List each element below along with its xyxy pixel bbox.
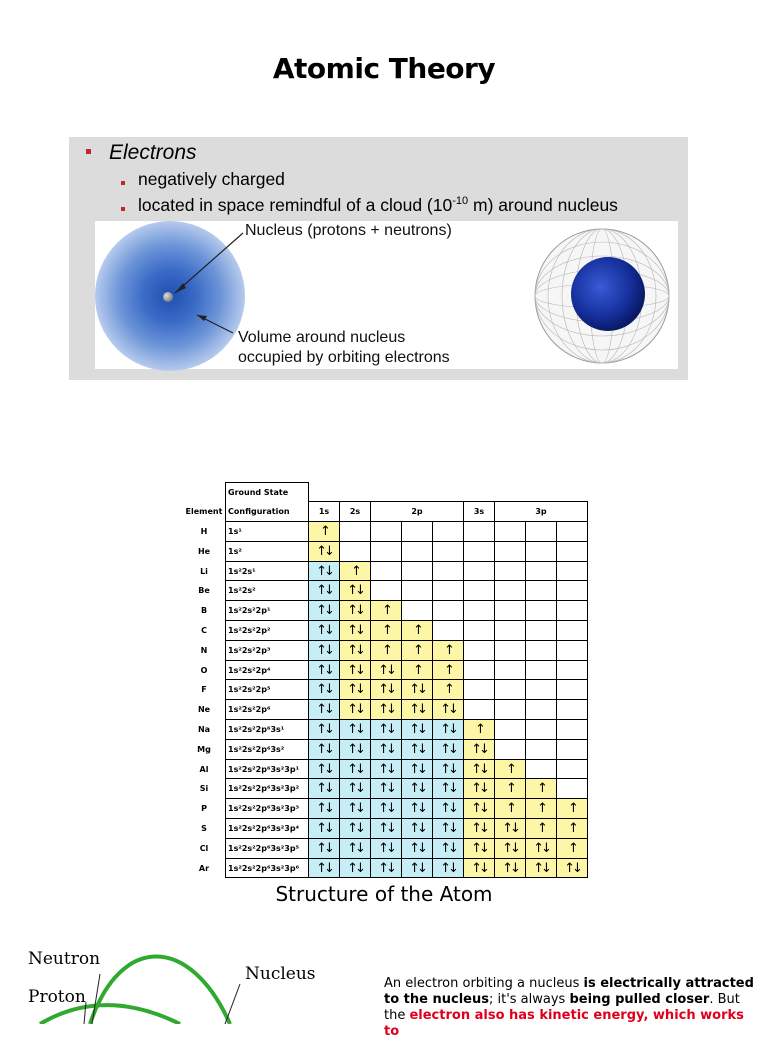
- orbital-cell: [464, 541, 495, 561]
- orbital-cell: [557, 541, 588, 561]
- table-row: [183, 640, 588, 660]
- orbital-cell: ↑↓: [309, 541, 340, 561]
- orbital-cell: [464, 700, 495, 720]
- configuration-cell: 1s²2s²2p⁵: [226, 680, 309, 700]
- orbital-cell: ↑↓: [371, 759, 402, 779]
- orbital-cell: ↑: [464, 720, 495, 740]
- orbital-cell: ↑↓: [371, 819, 402, 839]
- orbital-cell: [402, 601, 433, 621]
- orbital-cell: ↑↓: [464, 838, 495, 858]
- element-symbol: P: [201, 804, 207, 814]
- orbital-cell: ↑↓: [402, 759, 433, 779]
- orbital-cell: ↑↓: [464, 799, 495, 819]
- table-row: [183, 819, 588, 839]
- orbital-cell: ↑↓: [340, 819, 371, 839]
- orbital-cell: [402, 522, 433, 542]
- orbital-cell: ↑: [371, 640, 402, 660]
- orbital-cell: ↑↓: [371, 838, 402, 858]
- configuration-cell: 1s²2s²2p⁶: [226, 700, 309, 720]
- orbital-cell: ↑↓: [433, 739, 464, 759]
- element-symbol: Be: [198, 586, 210, 596]
- bullet-negatively-charged: negatively charged: [138, 169, 285, 189]
- orbital-cell: ↑↓: [340, 759, 371, 779]
- orbital-cell: [557, 660, 588, 680]
- configuration-cell: 1s²2s²2p⁶3s²3p³: [226, 799, 309, 819]
- orbital-cell: [526, 759, 557, 779]
- orbital-cell: ↑↓: [309, 799, 340, 819]
- orbital-cell: ↑↓: [309, 680, 340, 700]
- configuration-cell: 1s²2s²2p⁶3s²3p⁵: [226, 838, 309, 858]
- orbital-cell: [557, 759, 588, 779]
- table-row: [183, 720, 588, 740]
- configuration-cell: 1s²: [226, 541, 309, 561]
- table-row: [183, 779, 588, 799]
- orbital-cell: ↑↓: [371, 680, 402, 700]
- orbital-cell: [433, 601, 464, 621]
- orbital-cell: [433, 621, 464, 641]
- orbital-cell: ↑↓: [402, 700, 433, 720]
- orbital-cell: ↑↓: [309, 601, 340, 621]
- table-row: [183, 700, 588, 720]
- orbital-cell: [340, 522, 371, 542]
- orbital-cell: [402, 561, 433, 581]
- orbital-cell: [526, 541, 557, 561]
- orbital-cell: ↑↓: [464, 739, 495, 759]
- orbital-cell: ↑: [495, 799, 526, 819]
- orbital-cell: [464, 581, 495, 601]
- orbital-cell: ↑↓: [402, 819, 433, 839]
- orbital-cell: ↑↓: [433, 799, 464, 819]
- configuration-cell: 1s²2s²2p⁶3s²3p⁶: [226, 858, 309, 878]
- orbital-cell: ↑↓: [433, 838, 464, 858]
- orbital-cell: ↑↓: [309, 819, 340, 839]
- orbital-cell: ↑: [557, 819, 588, 839]
- orbital-cell: [402, 581, 433, 601]
- orbital-cell: ↑↓: [402, 739, 433, 759]
- orbital-cell: [526, 621, 557, 641]
- orbital-cell: [495, 660, 526, 680]
- configuration-cell: 1s²2s²2p⁶3s²: [226, 739, 309, 759]
- orbital-cell: ↑↓: [309, 779, 340, 799]
- orbital-cell: [557, 522, 588, 542]
- volume-label-line1: Volume around nucleus: [238, 329, 406, 346]
- orbital-cell: [557, 680, 588, 700]
- orbital-header-2p: 2p: [371, 502, 464, 522]
- table-row: [183, 541, 588, 561]
- element-symbol: Ar: [198, 863, 210, 873]
- orbital-cell: ↑↓: [402, 799, 433, 819]
- orbital-cell: ↑: [433, 640, 464, 660]
- orbital-cell: ↑↓: [340, 660, 371, 680]
- orbital-cell: ↑↓: [464, 819, 495, 839]
- orbital-cell: ↑↓: [371, 700, 402, 720]
- orbital-cell: ↑: [495, 779, 526, 799]
- orbital-cell: ↑↓: [433, 819, 464, 839]
- orbital-cell: ↑↓: [464, 858, 495, 878]
- configuration-cell: 1s²2s²2p⁶3s²3p⁴: [226, 819, 309, 839]
- orbital-cell: [340, 541, 371, 561]
- orbital-cell: [557, 621, 588, 641]
- table-row: [183, 739, 588, 759]
- orbital-cell: [495, 541, 526, 561]
- table-row: [183, 858, 588, 878]
- slide-heading: Electrons: [109, 141, 197, 164]
- orbital-cell: ↑: [557, 838, 588, 858]
- element-symbol: Mg: [197, 744, 211, 754]
- orbital-cell: ↑↓: [526, 838, 557, 858]
- element-symbol: Ne: [197, 705, 211, 715]
- orbital-cell: ↑↓: [526, 858, 557, 878]
- orbital-cell: ↑↓: [402, 858, 433, 878]
- orbital-cell: ↑↓: [309, 561, 340, 581]
- orbital-cell: [557, 739, 588, 759]
- element-symbol: O: [200, 665, 208, 675]
- orbital-cell: ↑↓: [309, 759, 340, 779]
- orbital-cell: ↑↓: [309, 581, 340, 601]
- page-title: Atomic Theory: [272, 52, 496, 85]
- element-symbol: He: [197, 546, 211, 556]
- orbital-cell: ↑↓: [495, 819, 526, 839]
- configuration-cell: 1s²2s²2p⁶3s¹: [226, 720, 309, 740]
- element-symbol: Na: [197, 724, 211, 734]
- configuration-cell: 1s¹: [226, 522, 309, 542]
- orbital-cell: ↑: [526, 799, 557, 819]
- atom-illustration: [95, 221, 678, 369]
- orbital-cell: ↑↓: [309, 621, 340, 641]
- wireframe-atom-icon: [532, 226, 672, 366]
- orbital-cell: ↑↓: [309, 700, 340, 720]
- element-symbol: Al: [199, 764, 209, 774]
- orbital-cell: [371, 561, 402, 581]
- orbital-cell: ↑↓: [371, 779, 402, 799]
- orbital-cell: [526, 720, 557, 740]
- bullet-marker: [86, 149, 91, 154]
- nucleus-label: Nucleus (protons + neutrons): [245, 222, 452, 239]
- orbital-cell: ↑↓: [433, 720, 464, 740]
- bullet-cloud: located in space remindful of a cloud ($10^{-10}$ m) around nucleus: [138, 195, 618, 215]
- orbital-cell: [557, 601, 588, 621]
- orbital-cell: [464, 522, 495, 542]
- orbital-cell: ↑↓: [340, 838, 371, 858]
- orbital-cell: ↑↓: [340, 739, 371, 759]
- orbital-cell: [433, 541, 464, 561]
- figure-caption: Structure of the Atom: [275, 882, 493, 906]
- orbital-cell: ↑: [526, 779, 557, 799]
- element-symbol: H: [200, 526, 208, 536]
- configuration-cell: 1s²2s²2p⁴: [226, 660, 309, 680]
- orbital-cell: [495, 640, 526, 660]
- orbital-cell: ↑↓: [557, 858, 588, 878]
- table-header-configuration: Configuration: [226, 502, 309, 522]
- element-symbol: B: [200, 606, 208, 616]
- orbital-cell: [464, 680, 495, 700]
- orbital-cell: ↑↓: [464, 779, 495, 799]
- orbital-header-1s: 1s: [309, 502, 340, 522]
- orbital-cell: ↑↓: [433, 779, 464, 799]
- table-row: [183, 838, 588, 858]
- orbital-cell: [526, 680, 557, 700]
- orbital-cell: ↑↓: [340, 621, 371, 641]
- orbital-cell: ↑↓: [371, 739, 402, 759]
- orbital-cell: [526, 660, 557, 680]
- orbital-cell: [464, 621, 495, 641]
- orbital-cell: ↑↓: [371, 660, 402, 680]
- orbital-cell: ↑↓: [371, 858, 402, 878]
- configuration-cell: 1s²2s²2p⁶3s²3p¹: [226, 759, 309, 779]
- orbital-cell: [557, 720, 588, 740]
- orbital-cell: ↑↓: [371, 720, 402, 740]
- orbital-cell: ↑: [371, 621, 402, 641]
- table-header-element: Element: [185, 507, 223, 517]
- configuration-cell: 1s²2s²2p⁶3s²3p²: [226, 779, 309, 799]
- table-row: [183, 621, 588, 641]
- orbital-cell: ↑↓: [340, 601, 371, 621]
- orbital-cell: [433, 581, 464, 601]
- table-row: [183, 799, 588, 819]
- orbital-cell: ↑↓: [340, 680, 371, 700]
- proton-label: Proton: [28, 987, 86, 1007]
- orbital-cell: [557, 700, 588, 720]
- configuration-cell: 1s²2s²2p³: [226, 640, 309, 660]
- orbital-cell: [526, 561, 557, 581]
- element-symbol: Cl: [199, 843, 209, 853]
- table-row: [183, 601, 588, 621]
- orbital-cell: [557, 581, 588, 601]
- orbital-cell: [464, 660, 495, 680]
- orbital-cell: [557, 779, 588, 799]
- table-header-ground-state: Ground State: [226, 483, 309, 502]
- orbital-cell: ↑↓: [340, 581, 371, 601]
- orbital-cell: [371, 541, 402, 561]
- orbital-cell: ↑↓: [402, 838, 433, 858]
- orbital-cell: [495, 581, 526, 601]
- orbital-cell: [526, 601, 557, 621]
- orbital-cell: ↑: [433, 660, 464, 680]
- orbital-cell: ↑: [402, 621, 433, 641]
- orbital-cell: ↑↓: [433, 700, 464, 720]
- element-symbol: Li: [200, 566, 208, 576]
- element-symbol: S: [201, 823, 207, 833]
- element-symbol: N: [200, 645, 208, 655]
- orbital-cell: [495, 601, 526, 621]
- orbital-cell: ↑↓: [309, 858, 340, 878]
- orbital-cell: ↑↓: [495, 858, 526, 878]
- orbital-cell: ↑↓: [402, 779, 433, 799]
- orbital-cell: [495, 720, 526, 740]
- orbital-cell: ↑↓: [309, 838, 340, 858]
- configuration-cell: 1s²2s²2p¹: [226, 601, 309, 621]
- bullet-marker: [121, 181, 125, 185]
- orbital-cell: [557, 561, 588, 581]
- element-symbol: Si: [199, 784, 209, 794]
- orbital-cell: [526, 739, 557, 759]
- orbital-cell: ↑: [526, 819, 557, 839]
- table-header-blank: [183, 483, 226, 502]
- orbital-cell: [464, 561, 495, 581]
- orbital-cell: [402, 541, 433, 561]
- element-symbol: C: [201, 625, 207, 635]
- table-row: [183, 581, 588, 601]
- orbital-cell: [371, 581, 402, 601]
- orbital-cell: [464, 640, 495, 660]
- neutron-label: Neutron: [28, 949, 101, 969]
- orbital-cell: ↑↓: [433, 858, 464, 878]
- bullet-marker: [121, 207, 125, 211]
- orbital-cell: [495, 739, 526, 759]
- orbital-cell: [495, 680, 526, 700]
- configuration-cell: 1s²2s²: [226, 581, 309, 601]
- orbital-cell: [526, 700, 557, 720]
- orbital-cell: ↑↓: [402, 680, 433, 700]
- orbital-cell: ↑: [402, 660, 433, 680]
- orbital-cell: ↑: [433, 680, 464, 700]
- orbital-cell: ↑↓: [464, 759, 495, 779]
- orbital-cell: ↑↓: [309, 739, 340, 759]
- orbital-cell: [495, 561, 526, 581]
- orbital-cell: [371, 522, 402, 542]
- orbital-cell: ↑↓: [309, 640, 340, 660]
- table-row: [183, 660, 588, 680]
- configuration-cell: 1s²2s¹: [226, 561, 309, 581]
- orbital-header-2s: 2s: [340, 502, 371, 522]
- orbital-cell: [526, 640, 557, 660]
- element-symbol: F: [201, 685, 207, 695]
- orbital-cell: ↑↓: [433, 759, 464, 779]
- electron-configuration-table: [183, 482, 588, 878]
- orbital-cell: ↑: [309, 522, 340, 542]
- orbital-cell: ↑↓: [495, 838, 526, 858]
- orbital-cell: ↑↓: [340, 779, 371, 799]
- orbital-cell: [495, 700, 526, 720]
- orbital-cell: ↑↓: [309, 720, 340, 740]
- orbital-cell: [433, 561, 464, 581]
- orbital-cell: ↑↓: [340, 720, 371, 740]
- orbital-cell: [526, 581, 557, 601]
- orbital-cell: ↑↓: [402, 720, 433, 740]
- table-row: [183, 680, 588, 700]
- orbital-cell: [464, 601, 495, 621]
- orbital-cell: [526, 522, 557, 542]
- table-row: [183, 561, 588, 581]
- orbital-cell: ↑↓: [309, 660, 340, 680]
- orbital-cell: [557, 640, 588, 660]
- orbital-cell: ↑↓: [340, 640, 371, 660]
- electron-attraction-paragraph: An electron orbiting a nucleus is electrically attracted to the nucleus; it's always being pulled closer. But the electron also has kinetic energy, which works to: [384, 976, 754, 1039]
- orbital-cell: ↑: [371, 601, 402, 621]
- orbital-cell: ↑↓: [340, 858, 371, 878]
- nucleus-diagram-label: Nucleus: [245, 964, 316, 984]
- volume-label-line2: occupied by orbiting electrons: [238, 349, 450, 366]
- electrons-slide: [69, 137, 688, 380]
- orbital-cell: ↑↓: [371, 799, 402, 819]
- table-row: [183, 759, 588, 779]
- orbital-header-3p: 3p: [495, 502, 588, 522]
- orbital-cell: [495, 522, 526, 542]
- orbital-cell: [433, 522, 464, 542]
- orbital-header-3s: 3s: [464, 502, 495, 522]
- orbital-cell: ↑: [495, 759, 526, 779]
- table-row: [183, 522, 588, 542]
- orbital-cell: [495, 621, 526, 641]
- configuration-cell: 1s²2s²2p²: [226, 621, 309, 641]
- orbital-cell: ↑: [340, 561, 371, 581]
- orbital-cell: ↑↓: [340, 700, 371, 720]
- orbital-cell: ↑: [402, 640, 433, 660]
- orbital-cell: ↑↓: [340, 799, 371, 819]
- orbital-cell: ↑: [557, 799, 588, 819]
